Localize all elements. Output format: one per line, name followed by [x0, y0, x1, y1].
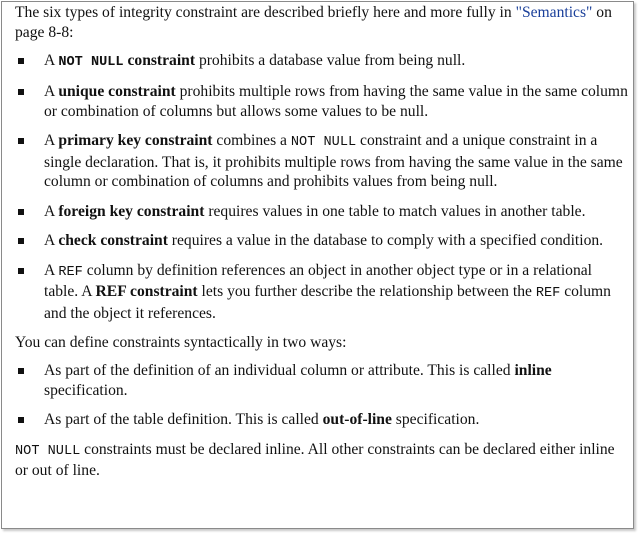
item-text: specification. — [44, 381, 128, 399]
item-text: requires values in one table to match values in another table. — [204, 202, 586, 220]
item-text: prohibits a database value from being null. — [195, 51, 466, 69]
bullet-square-icon — [18, 238, 24, 244]
inline-code: REF — [58, 264, 83, 280]
inline-code: NOT NULL — [15, 443, 81, 459]
bullet-square-icon — [18, 89, 24, 95]
intro-text: The six types of integrity constraint are described briefly here and more fully in — [15, 4, 516, 21]
bullet-square-icon — [18, 268, 24, 274]
item-text: As part of the table definition. This is called — [44, 411, 323, 428]
list-item-ref — [15, 261, 630, 324]
intro-paragraph — [15, 3, 630, 42]
item-text: As part of the definition of an individual column or attribute. This is called — [44, 362, 515, 379]
list-item-out-of-line — [15, 410, 630, 430]
closing-paragraph — [15, 440, 630, 481]
item-text: A — [44, 261, 59, 279]
item-text: combines a — [212, 132, 291, 149]
item-text: A — [44, 132, 59, 149]
inline-code: NOT NULL — [290, 135, 357, 150]
check-term: check constraint — [58, 232, 168, 249]
item-text: constraint and a unique constraint in a single declaration. That is, it prohibits multiple rows from having the same value in the same column or combination of columns and prohibits values from being null. — [44, 132, 623, 190]
item-text: A — [44, 51, 59, 69]
bullet-square-icon — [18, 368, 24, 374]
foreign-key-term: foreign key constraint — [58, 202, 205, 220]
list-item-inline — [15, 361, 630, 400]
item-text: prohibits multiple rows from having the same value in the same column or combination of columns but allows some values to be null. — [44, 83, 628, 120]
list-item-unique — [15, 82, 630, 121]
ref-term: REF constraint — [95, 283, 198, 300]
bullet-square-icon — [18, 417, 24, 423]
item-text: requires a value in the database to comply with a specified condition. — [167, 232, 604, 249]
bullet-square-icon — [18, 209, 24, 215]
closing-text: constraints must be declared inline. All other constraints can be declared either inline or out of line. — [15, 440, 615, 479]
list-item-primary-key — [15, 131, 630, 192]
unique-term: unique constraint — [58, 83, 176, 100]
list-item-check — [15, 231, 630, 251]
not-null-term — [58, 52, 195, 69]
item-text: A — [44, 232, 59, 249]
ways-intro: You can define constraints syntactically in two ways: — [15, 334, 347, 351]
item-text: lets you further describe the relationship between the — [197, 283, 536, 300]
item-text: column and the object it references. — [44, 283, 611, 322]
item-text: column by definition references an object in another object type or in a relational table. A — [44, 261, 592, 300]
inline-code: REF — [535, 286, 561, 301]
semantics-link[interactable]: "Semantics" — [515, 4, 593, 21]
inline-term: inline — [514, 362, 552, 379]
primary-key-term: primary key constraint — [58, 132, 213, 149]
not-null-code: NOT NULL — [58, 54, 124, 70]
bullet-square-icon — [18, 58, 24, 64]
item-text: A — [44, 202, 59, 220]
term-rest: constraint — [123, 51, 196, 69]
item-text: specification. — [391, 411, 480, 428]
out-of-line-term: out-of-line — [322, 411, 392, 428]
bullet-square-icon — [18, 138, 24, 144]
list-item-not-null — [15, 51, 630, 73]
list-item-foreign-key — [15, 202, 630, 222]
item-text: A — [44, 83, 59, 100]
intro-text-after: on page 8-8: — [15, 4, 612, 41]
document-body — [15, 3, 630, 481]
